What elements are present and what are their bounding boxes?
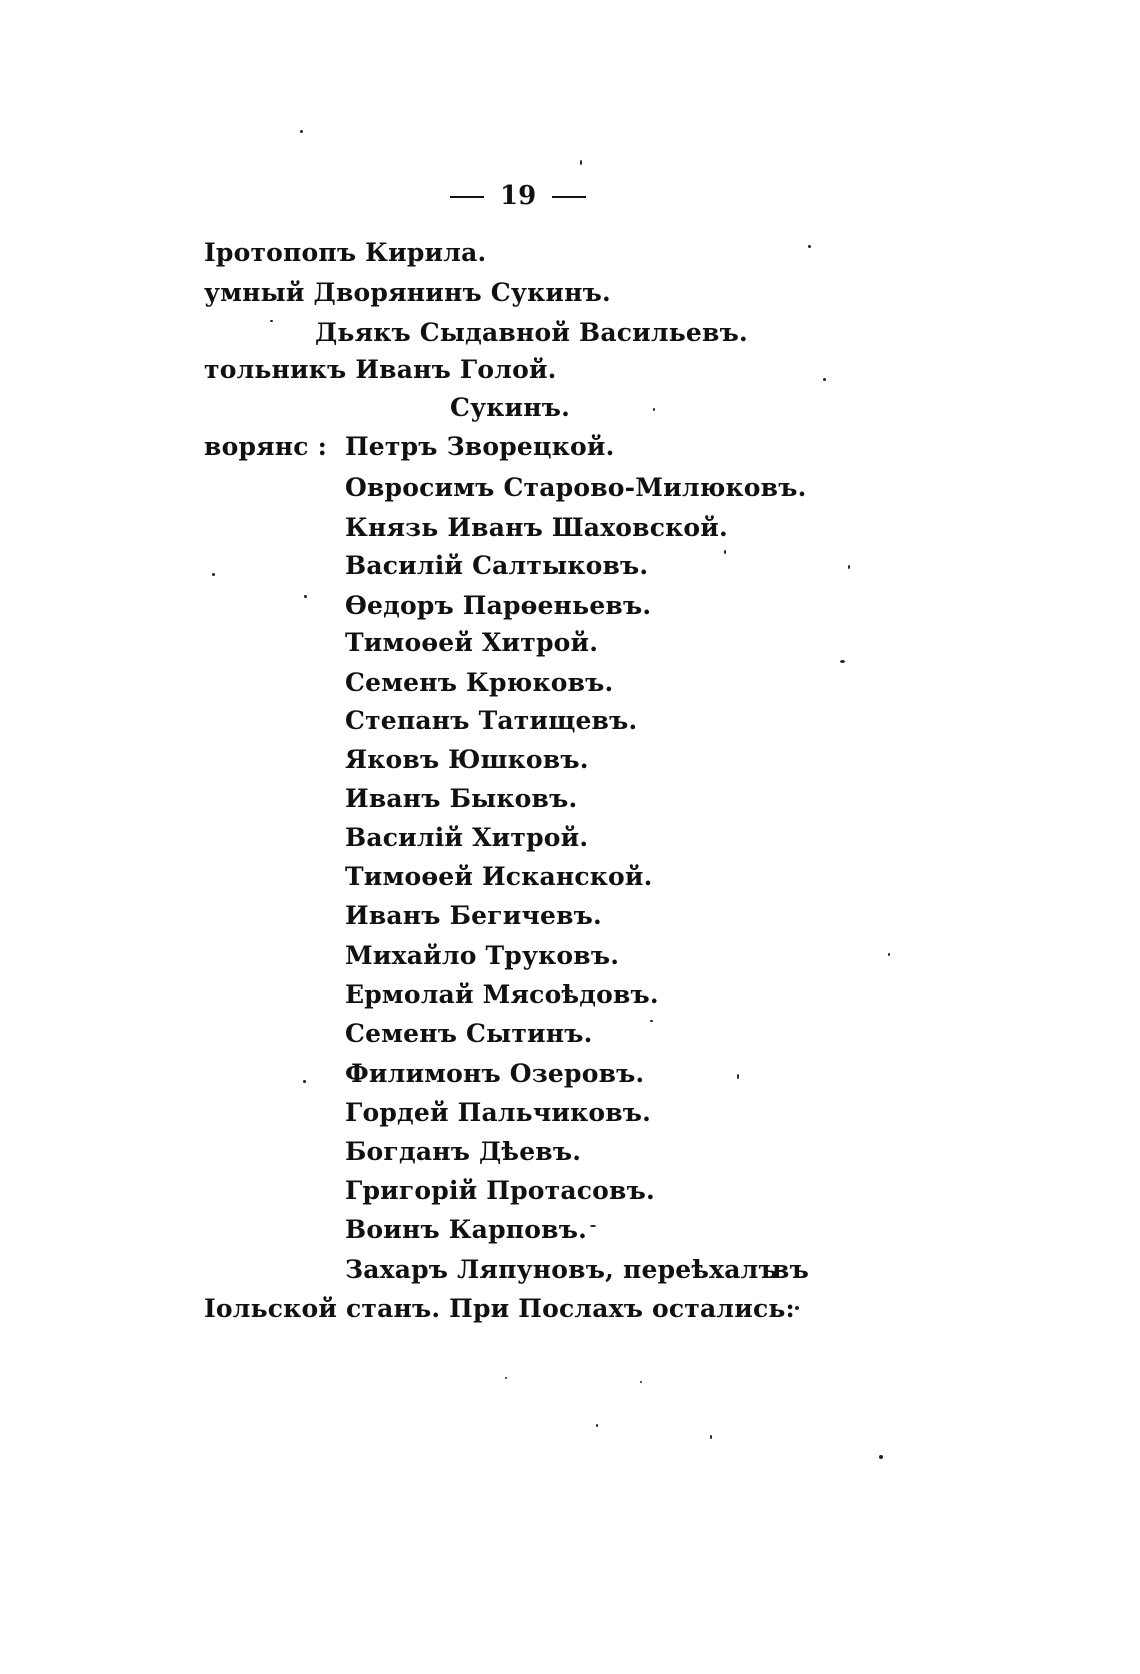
text-line: Семенъ Сытинъ. — [345, 1019, 593, 1048]
text-line: Петръ Зворецкой. — [345, 432, 615, 461]
text-line: Дьякъ Сыдавной Васильевъ. — [315, 318, 748, 347]
text-line: въ — [772, 1255, 809, 1284]
text-line: Тимоөей Исканской. — [345, 862, 653, 891]
scan-speck — [650, 1020, 653, 1022]
scan-speck — [270, 320, 273, 322]
text-line: Иванъ Быковъ. — [345, 784, 578, 813]
page-number: 19 — [500, 181, 537, 211]
text-line: Михайло Труковъ. — [345, 941, 620, 970]
text-line: Ермолай Мясоѣдовъ. — [345, 980, 659, 1009]
text-line: Иванъ Бегичевъ. — [345, 901, 602, 930]
text-line: Василій Салтыковъ. — [345, 551, 649, 580]
text-line: Гордей Пальчиковъ. — [345, 1098, 652, 1127]
scan-speck — [212, 573, 215, 576]
text-line: Яковъ Юшковъ. — [345, 745, 589, 774]
text-line: ворянс : — [204, 432, 328, 461]
scan-speck — [304, 595, 307, 598]
scan-speck — [848, 565, 850, 569]
text-line: Іольской станъ. При Послахъ остались: — [204, 1294, 795, 1323]
text-line: Богданъ Дѣевъ. — [345, 1137, 582, 1166]
right-dash — [552, 196, 586, 198]
text-line: Филимонъ Озеровъ. — [345, 1059, 645, 1088]
text-line: Степанъ Татищевъ. — [345, 706, 638, 735]
scan-speck — [724, 550, 726, 554]
text-line: Овросимъ Старово-Милюковъ. — [345, 473, 807, 502]
scan-speck — [640, 1381, 642, 1383]
scan-speck — [808, 245, 811, 248]
text-line: Тимоөей Хитрой. — [345, 628, 599, 657]
scan-speck — [300, 130, 303, 133]
text-line: Воинъ Карповъ. — [345, 1215, 587, 1244]
scan-speck — [888, 953, 890, 956]
text-line: умный Дворянинъ Сукинъ. — [204, 278, 611, 307]
scan-speck — [303, 1080, 306, 1083]
scan-speck — [653, 408, 655, 411]
scan-speck — [590, 1225, 596, 1227]
scan-speck — [580, 160, 582, 165]
text-line: Василій Хитрой. — [345, 823, 589, 852]
text-line: Семенъ Крюковъ. — [345, 668, 614, 697]
scan-speck — [710, 1435, 712, 1439]
text-line: Захаръ Ляпуновъ, — [345, 1255, 614, 1284]
left-dash — [450, 196, 484, 198]
page-number-header — [440, 180, 620, 212]
scan-speck — [596, 1424, 598, 1427]
scan-speck — [795, 1306, 799, 1310]
text-line: Князь Иванъ Шаховской. — [345, 513, 728, 542]
scan-speck — [879, 1455, 883, 1459]
text-line: тольникъ Иванъ Голой. — [204, 355, 557, 384]
scan-speck — [840, 660, 845, 663]
scan-speck — [737, 1074, 739, 1079]
scan-speck — [505, 1377, 507, 1379]
text-line: Григорій Протасовъ. — [345, 1176, 655, 1205]
text-line: Iротопопъ Кирила. — [204, 238, 487, 267]
scan-speck — [823, 378, 826, 381]
text-line: Сукинъ. — [450, 393, 571, 422]
text-line: Өедоръ Парөеньевъ. — [345, 591, 652, 620]
text-line: переѣхалъ — [623, 1255, 778, 1284]
